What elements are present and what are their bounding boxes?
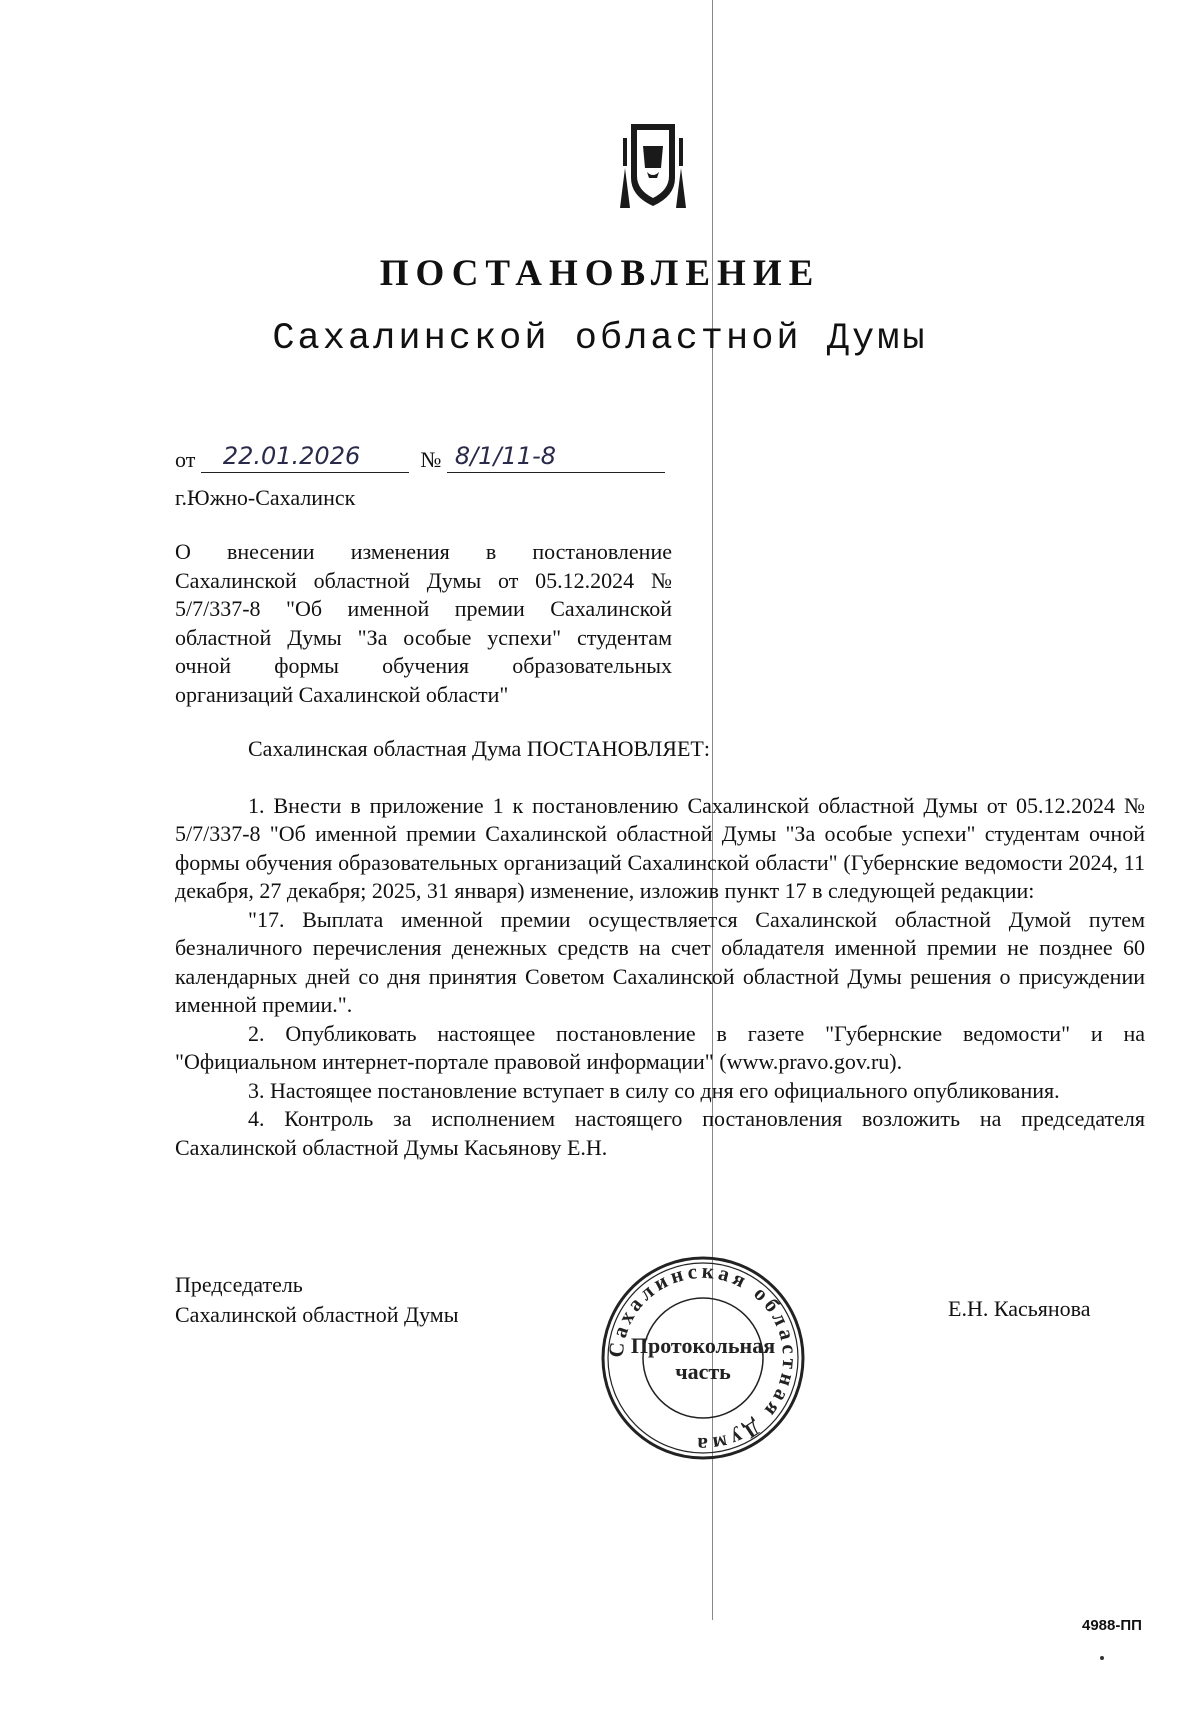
- paragraph-1-quote: "17. Выплата именной премии осуществляется Сахалинской областной Думой путем безналичного перечисления денежных средств на счет обладателя именной премии не позднее 60 календарных дней со дня принятия Советом Сахалинской областной Думы решения о присуждении именной премии.".: [175, 906, 1145, 1017]
- preamble: Сахалинская областная Дума ПОСТАНОВЛЯЕТ:: [248, 736, 710, 761]
- date-value: 22.01.2026: [222, 442, 361, 470]
- position-line-1: Председатель: [175, 1272, 303, 1297]
- date-prefix: от: [175, 447, 196, 472]
- document-subject: О внесении изменения в постановление Сахалинской областной Думы от 05.12.2024 № 5/7/337-8 "Об именной премии Сахалинской областной Думы "За особые успехи" студентам очной формы обучения образовательных организаций Сахалинской области": [175, 539, 672, 707]
- city: г.Южно-Сахалинск: [175, 485, 356, 510]
- number-prefix: №: [420, 447, 442, 472]
- seal-ring-text: Сахалинская областная Дума: [603, 1258, 803, 1458]
- date-field: [201, 442, 409, 473]
- signatory-name: Е.Н. Касьянова: [948, 1296, 1091, 1321]
- document-body: [175, 735, 1145, 1162]
- paragraph-1: 1. Внести в приложение 1 к постановлению Сахалинской областной Думы от 05.12.2024 № 5/7/337-8 "Об именной премии Сахалинской областной Думы "За особые успехи" студентам очной формы обучения образовательных организаций Сахалинской области" (Губернские ведомости 2024, 11 декабря, 27 декабря; 2025, 31 января) изменение, изложив пункт 17 в следующей редакции:: [175, 792, 1145, 903]
- official-seal-stamp: [598, 1253, 808, 1463]
- signatory-position: [175, 1270, 458, 1330]
- coat-of-arms-emblem: [617, 118, 689, 210]
- document-code: 4988-ПП: [1082, 1617, 1142, 1634]
- paragraph-2: 2. Опубликовать настоящее постановление в газете "Губернские ведомости" и на "Официальном интернет-портале правовой информации" (www.pravo.gov.ru).: [175, 1020, 1145, 1074]
- document-subtitle: Сахалинской областной Думы: [272, 318, 928, 360]
- paragraph-3: 3. Настоящее постановление вступает в силу со дня его официального опубликования.: [248, 1077, 1060, 1103]
- number-field: [447, 442, 665, 473]
- position-line-2: Сахалинской областной Думы: [175, 1302, 459, 1327]
- scan-dot: [1100, 1656, 1104, 1660]
- paragraph-4: 4. Контроль за исполнением настоящего постановления возложить на председателя Сахалинской областной Думы Касьянову Е.Н.: [175, 1106, 1145, 1160]
- date-number-line: [175, 442, 665, 473]
- seal-center-line-2: часть: [675, 1359, 731, 1384]
- document-title: ПОСТАНОВЛЕНИЕ: [379, 253, 821, 294]
- seal-center-line-1: Протокольная: [630, 1333, 776, 1358]
- number-value: 8/1/11-8: [454, 442, 557, 470]
